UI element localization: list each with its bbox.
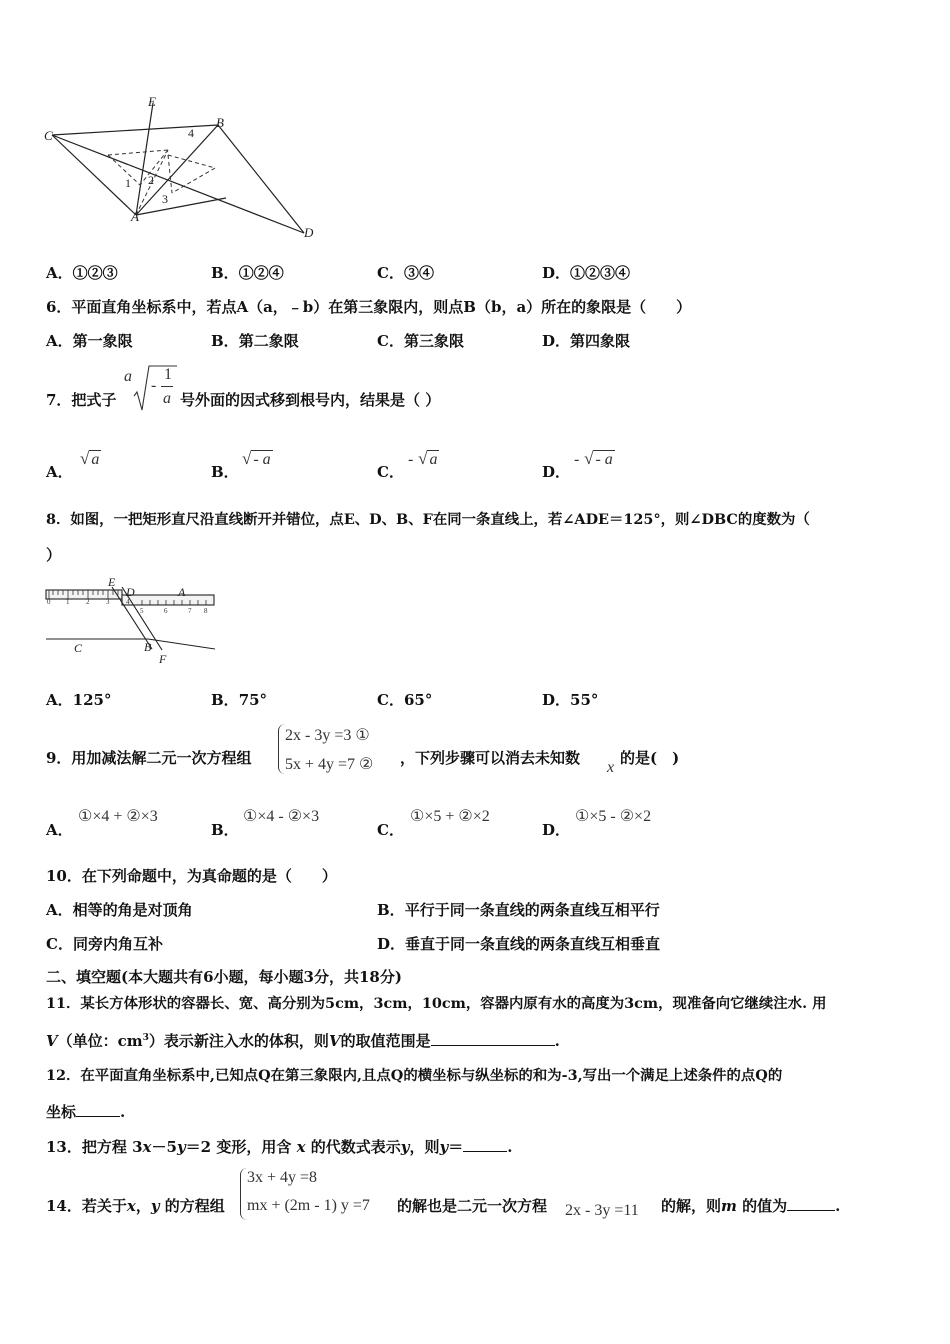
q7-option-a-expr: √ a: [80, 449, 100, 468]
q5-angle-3: 3: [162, 192, 168, 206]
q8-label-a: A: [178, 585, 186, 599]
q5-label-d: D: [304, 225, 314, 240]
q14-answer-blank[interactable]: [787, 1196, 835, 1211]
q8-figure: [40, 575, 230, 670]
q12-line1: 12．在平面直角坐标系中,已知点Q在第三象限内,且点Q的横坐标与纵坐标的和为-3,写出一个满足上述条件的点Q的: [46, 1067, 783, 1084]
q9-system-brace: [278, 724, 285, 774]
q5-angle-1: 1: [125, 176, 131, 190]
q10-option-a[interactable]: A．相等的角是对顶角: [46, 901, 193, 919]
q9-option-b-expr: ①×4 - ②×3: [243, 808, 320, 825]
q7-option-c[interactable]: C．: [377, 463, 404, 481]
q14-eq3: 2x - 3y =11: [565, 1202, 639, 1219]
q11-line1: 11．某长方体形状的容器长、宽、高分别为5cm，3cm，10cm，容器内原有水的高度为3cm，现准备向它继续注水. 用: [46, 995, 827, 1012]
q5-label-c: C: [44, 128, 53, 143]
q10-stem: 10．在下列命题中，为真命题的是（ ）: [46, 867, 337, 885]
q8-tick-8: 8: [204, 607, 208, 615]
q7-expression: [124, 362, 179, 418]
q11-answer-blank[interactable]: [431, 1031, 555, 1046]
q9-stem-mid: ，下列步骤可以消去未知数: [400, 749, 581, 767]
q6-option-c[interactable]: C．第三象限: [377, 332, 464, 350]
q12-answer-blank[interactable]: [76, 1102, 120, 1117]
q8-label-e: E: [108, 575, 116, 589]
q7-expr-minus: -: [151, 377, 157, 394]
q9-option-d-expr: ①×5 - ②×2: [575, 808, 652, 825]
q14-system-brace: [240, 1168, 247, 1220]
q14-eq2: mx + (2m - 1) y =7: [247, 1197, 370, 1214]
q7-option-b[interactable]: B．: [211, 463, 239, 481]
q6-option-b[interactable]: B．第二象限: [211, 332, 299, 350]
q7-expr-den: a: [163, 390, 171, 407]
q8-tick-5: 5: [140, 607, 144, 615]
q9-stem-before: 9．用加减法解二元一次方程组: [46, 749, 252, 767]
q10-option-b[interactable]: B．平行于同一条直线的两条直线互相平行: [377, 901, 660, 919]
q9-eq1: 2x - 3y =3 ①: [285, 727, 370, 744]
q8-option-b[interactable]: B．75°: [211, 691, 268, 709]
q8-option-a[interactable]: A．125°: [46, 691, 112, 709]
q8-stem-line2: ）: [46, 546, 62, 564]
q5-label-b: B: [216, 115, 224, 130]
q8-tick-3: 3: [106, 598, 110, 606]
q14-stem-before: 14．若关于x，y 的方程组: [46, 1197, 225, 1215]
q7-expr-num: 1: [164, 366, 172, 383]
q8-tick-0: 0: [47, 598, 51, 606]
q6-option-a[interactable]: A．第一象限: [46, 332, 133, 350]
q8-label-d: D: [126, 585, 135, 599]
section-2-title: 二、填空题(本大题共有6小题，每小题3分，共18分): [46, 968, 402, 986]
q10-option-c[interactable]: C．同旁内角互补: [46, 935, 163, 953]
q7-stem-after: 号外面的因式移到根号内，结果是（ ）: [180, 391, 441, 409]
q8-tick-1: 1: [66, 598, 70, 606]
q5-label-a: A: [131, 209, 139, 224]
q7-fraction-bar: [161, 386, 173, 387]
q9-option-c[interactable]: C．: [377, 821, 404, 839]
q8-option-d[interactable]: D．55°: [542, 691, 599, 709]
q9-option-d[interactable]: D．: [542, 821, 571, 839]
q6-option-d[interactable]: D．第四象限: [542, 332, 631, 350]
q9-eq2: 5x + 4y =7 ②: [285, 756, 374, 773]
q7-option-b-expr: √ - a: [242, 449, 271, 468]
q5-option-a[interactable]: A．①②③: [46, 264, 118, 282]
q8-tick-2: 2: [86, 598, 90, 606]
q5-option-b[interactable]: B．①②④: [211, 264, 284, 282]
q5-label-e: E: [148, 95, 156, 109]
q8-label-c: C: [74, 641, 83, 655]
q8-tick-4: 4: [126, 598, 130, 606]
q9-option-a-expr: ①×4 + ②×3: [78, 808, 158, 825]
q14-stem-after: 的解，则m 的值为 .: [661, 1197, 841, 1215]
q8-label-f: F: [159, 652, 167, 666]
q7-stem-before: 7．把式子: [46, 391, 117, 409]
q9-option-b[interactable]: B．: [211, 821, 239, 839]
q11-line2: V（单位：$cm^3$）表示新注入水的体积，则V的取值范围是 .: [46, 1032, 560, 1050]
q8-tick-6: 6: [164, 607, 168, 615]
q5-angle-2: 2: [148, 173, 154, 187]
q13-line: 13．把方程 3x－5y＝2 变形，用含 x 的代数式表示y，则y＝ .: [46, 1138, 513, 1156]
q8-tick-7: 7: [188, 607, 192, 615]
q8-label-b: B: [144, 640, 152, 654]
q10-option-d[interactable]: D．垂直于同一条直线的两条直线互相垂直: [377, 935, 661, 953]
q9-var: x: [607, 759, 615, 776]
q9-option-a[interactable]: A．: [46, 821, 73, 839]
q7-option-c-expr: - √ a: [408, 449, 438, 468]
q9-option-c-expr: ①×5 + ②×2: [410, 808, 490, 825]
q5-angle-4: 4: [188, 126, 194, 140]
q7-option-d-expr: - √ - a: [574, 449, 613, 468]
q7-expr-coef: a: [124, 368, 132, 385]
q5-option-d[interactable]: D．①②③④: [542, 264, 631, 282]
q14-eq1: 3x + 4y =8: [247, 1169, 318, 1186]
q8-stem-line1: 8．如图，一把矩形直尺沿直线断开并错位，点E、D、B、F在同一条直线上，若∠ADE＝125°，则∠DBC的度数为（: [46, 511, 810, 528]
q12-line2: 坐标 .: [46, 1103, 126, 1121]
q5-figure: [40, 95, 330, 245]
q7-option-d[interactable]: D．: [542, 463, 571, 481]
q9-stem-after: 的是( ): [620, 749, 680, 767]
q5-option-c[interactable]: C．③④: [377, 264, 434, 282]
q13-answer-blank[interactable]: [463, 1137, 507, 1152]
q7-option-a[interactable]: A．: [46, 463, 73, 481]
q8-option-c[interactable]: C．65°: [377, 691, 433, 709]
q14-stem-mid: 的解也是二元一次方程: [397, 1197, 548, 1215]
q6-stem: 6．平面直角坐标系中，若点A（a，﹣b）在第三象限内，则点B（b，a）所在的象限是（ ）: [46, 298, 692, 316]
